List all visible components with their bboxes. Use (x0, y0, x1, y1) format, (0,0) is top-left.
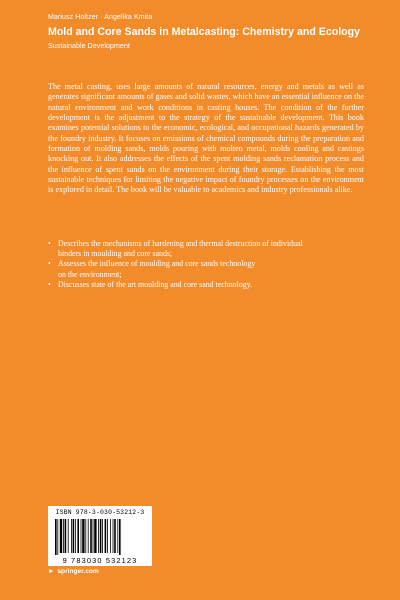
barcode-bar (68, 519, 69, 553)
barcode-bar (98, 519, 99, 553)
ean-digits: 9 783030 532123 (62, 556, 138, 565)
book-title: Mold and Core Sands in Metalcasting: Chemistry and Ecology (48, 26, 360, 38)
barcode-bar (82, 519, 84, 553)
bullet-icon: • (48, 239, 51, 248)
feature-item (48, 239, 364, 259)
barcode-bar (102, 519, 103, 553)
barcode-bar (57, 519, 58, 555)
barcode-bar (113, 519, 114, 553)
feature-line: Assesses the influence of moulding and core sands technology (58, 259, 256, 269)
publisher-link[interactable] (48, 568, 99, 575)
feature-list (48, 239, 364, 290)
barcode-panel (48, 506, 152, 566)
book-description: The metal casting, uses large amounts of natural resources, energy and metals as well as generates significant amounts of gases and solid wastes, which have an essential influence on the natural environment and work conditions in casting houses. The condition of the further development is the adjustment to the strategy of the sustainable development. This book examines potential solutions to the economic, ecological, and occupational hazards generated by the foundry industry. It focuses on emissions of chemical compounds during the preparation and formation of molding sands, molds pouring with molten metal, molds cooling and castings knocking out. It also addresses the effects of the spent molding sands reclamation process and the influence of spent sands on the environment during their storage. Establishing the most sustainable techniques for limiting the negative impact of foundry processes on the environment is explored in detail. The book will be valuable to academics and industry professionals alike. (48, 82, 364, 195)
barcode-bar (75, 519, 76, 553)
barcode-bar (60, 519, 62, 553)
feature-item (48, 259, 364, 279)
barcode-bar (94, 519, 96, 553)
barcode-bar (90, 519, 92, 553)
barcode-bar (117, 519, 118, 553)
barcode-bar (105, 519, 107, 553)
bullet-icon: • (48, 259, 51, 269)
barcode-bar (107, 519, 108, 553)
feature-line: binders in moulding and core sands; (58, 249, 173, 259)
barcode-icon (54, 519, 146, 555)
isbn-label: ISBN 978-3-030-53212-3 (55, 509, 145, 516)
arrow-right-icon: ► (48, 568, 55, 575)
barcode-bar (63, 519, 64, 553)
barcode-bar (114, 519, 116, 553)
barcode-bar (81, 519, 82, 553)
authors: Mariusz Holtzer · Angelika Kmita (48, 14, 153, 21)
barcode-bar (73, 519, 75, 553)
feature-line: Describes the mechanisms of hardening and thermal destruction of individual (58, 239, 303, 248)
barcode-bar (71, 519, 72, 553)
barcode-bar (77, 519, 79, 553)
barcode-bar (65, 519, 67, 553)
feature-line: Discusses state of the art moulding and core sand technology. (58, 279, 253, 289)
feature-item (48, 280, 364, 290)
feature-line: on the environment; (58, 269, 122, 279)
barcode-bar (93, 519, 94, 553)
barcode-bar (88, 519, 89, 553)
series-subtitle: Sustainable Development (48, 41, 130, 50)
barcode-bar (85, 519, 86, 553)
barcode-bar (55, 519, 57, 555)
barcode-bar (119, 519, 121, 555)
barcode-bar (100, 519, 102, 553)
bullet-icon: • (48, 279, 51, 289)
publisher-url: springer.com (57, 568, 99, 575)
barcode-bar (110, 519, 111, 553)
